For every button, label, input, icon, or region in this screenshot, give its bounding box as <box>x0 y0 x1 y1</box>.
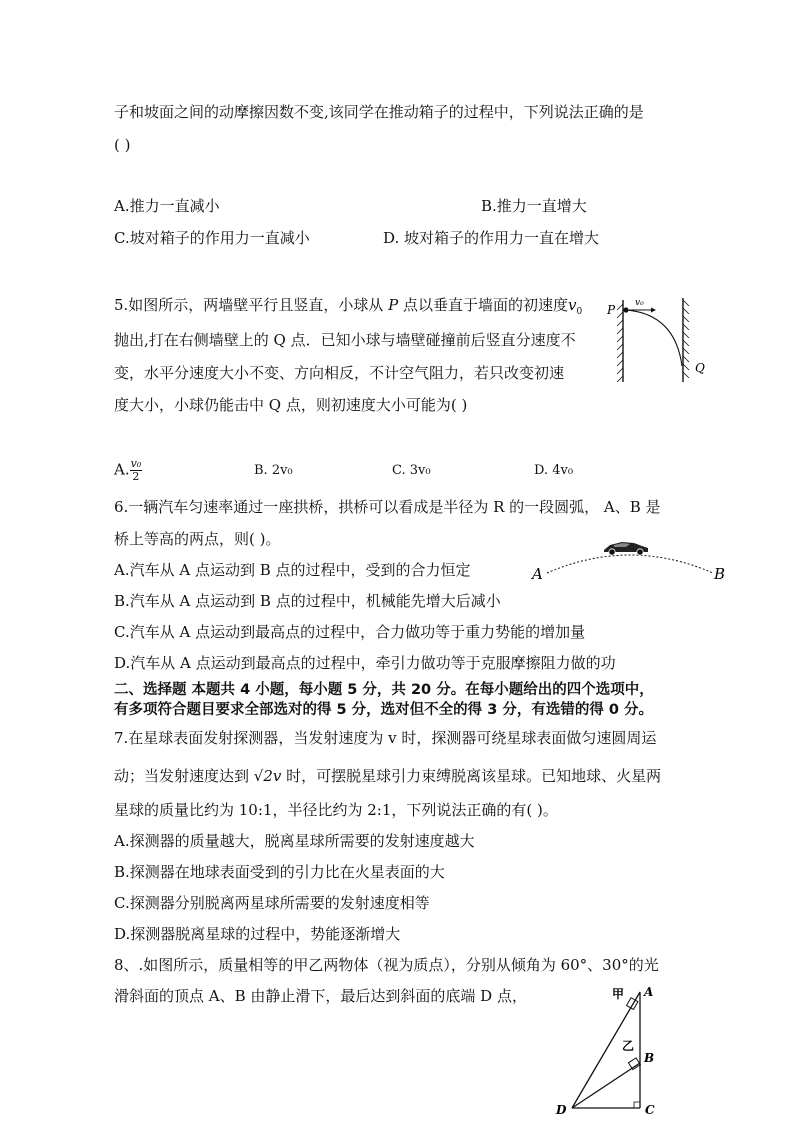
q4-option-d: D. 坡对箱子的作用力一直在增大 <box>383 229 600 247</box>
q5-option-d: D. 4v₀ <box>534 463 574 478</box>
q7-option-b: B.探测器在地球表面受到的引力比在火星表面的大 <box>114 863 445 881</box>
q5-option-c: C. 3v₀ <box>392 463 431 478</box>
q7-sqrt2v: √2v <box>253 767 282 785</box>
label-yi: 乙 <box>622 1039 635 1053</box>
section2-header-line2: 有多项符合题目要求全部选对的得 5 分，选对但不全的得 3 分，有选错的得 0 分。 <box>114 702 654 718</box>
label-jia: 甲 <box>612 987 625 1001</box>
q5-option-a-fraction <box>130 458 143 483</box>
label-q: Q <box>695 361 705 375</box>
car-icon <box>604 542 648 555</box>
q5-v0: v <box>567 296 577 314</box>
q5-option-a-denominator: 2 <box>132 470 140 483</box>
q5-line1-pre: 5.如图所示，两墙壁平行且竖直，小球从 <box>114 296 389 314</box>
q4-option-a: A.推力一直减小 <box>114 197 220 215</box>
q8-incline-figure <box>550 980 670 1120</box>
label-b: B <box>644 1051 655 1065</box>
label-c: C <box>645 1103 655 1117</box>
q6-bridge-figure <box>530 535 730 585</box>
q7-option-c: C.探测器分别脱离两星球所需要的发射速度相等 <box>114 894 430 912</box>
q5-v0-sub: 0 <box>576 307 583 317</box>
q5-point-p: P <box>388 296 399 314</box>
q7-line2-pre: 动；当发射速度达到 <box>114 767 254 785</box>
trajectory-curve <box>626 310 682 366</box>
q4-answer-bracket: ( ) <box>114 136 131 154</box>
q6-option-b: B.汽车从 A 点运动到 B 点的过程中，机械能先增大后减小 <box>114 592 501 610</box>
q6-stem-line1: 6.一辆汽车匀速率通过一座拱桥，拱桥可以看成是半径为 R 的一段圆弧， A、B 是 <box>114 498 661 516</box>
q5-stem-line2: 抛出,打在右侧墙壁上的 Q 点．已知小球与墙壁碰撞前后竖直分速度不 <box>114 331 576 349</box>
incline-db <box>572 1063 640 1108</box>
q4-option-c: C.坡对箱子的作用力一直减小 <box>114 229 310 247</box>
label-b: B <box>714 565 726 583</box>
label-d: D <box>556 1103 567 1117</box>
q6-stem-line2: 桥上等高的两点，则( )。 <box>114 530 281 548</box>
q7-stem-line3: 星球的质量比约为 10:1，半径比约为 2:1，下列说法正确的有( )。 <box>114 801 558 819</box>
q7-stem-line1: 7.在星球表面发射探测器，当发射速度为 v 时，探测器可绕星球表面做匀速圆周运 <box>114 729 657 747</box>
label-a: A <box>644 985 654 999</box>
q5-stem-line4: 度大小，小球仍能击中 Q 点，则初速度大小可能为( ) <box>114 396 468 414</box>
q8-stem-line1: 8、.如图所示，质量相等的甲乙两物体（视为质点），分别从倾角为 60°、30°的光 <box>114 956 659 974</box>
q4-option-b: B.推力一直增大 <box>481 197 587 215</box>
q5-line1-post: 点以垂直于墙面的初速度 <box>398 296 568 314</box>
section2-header-line1: 二、选择题 本题共 4 小题，每小题 5 分，共 20 分。在每小题给出的四个选项中， <box>114 682 654 698</box>
q7-stem-line2 <box>114 766 661 786</box>
q5-option-a-prefix: A. <box>114 460 130 479</box>
label-v0: v₀ <box>635 298 644 308</box>
q4-stem-line1: 子和坡面之间的动摩擦因数不变,该同学在推动箱子的过程中，下列说法正确的是 <box>114 103 644 121</box>
q5-option-a <box>114 458 142 483</box>
q5-option-b: B. 2v₀ <box>254 463 293 478</box>
q7-option-a: A.探测器的质量越大，脱离星球所需要的发射速度越大 <box>114 832 475 850</box>
label-p: P <box>607 303 616 317</box>
arrow-head-icon <box>651 308 656 313</box>
q8-stem-line2: 滑斜面的顶点 A、B 由静止滑下，最后达到斜面的底端 D 点， <box>114 987 527 1005</box>
right-wall-hatching <box>683 300 689 378</box>
q7-line2-post: 时，可摆脱星球引力束缚脱离该星球。已知地球、火星两 <box>281 767 662 785</box>
q6-option-a: A.汽车从 A 点运动到 B 点的过程中，受到的合力恒定 <box>114 561 471 579</box>
q5-option-a-numerator: v₀ <box>130 457 142 470</box>
q7-option-d: D.探测器脱离星球的过程中，势能逐渐增大 <box>114 925 401 943</box>
q6-option-c: C.汽车从 A 点运动到最高点的过程中，合力做功等于重力势能的增加量 <box>114 623 586 641</box>
q5-stem-line3: 变，水平分速度大小不变、方向相反，不计空气阻力，若只改变初速 <box>114 364 565 382</box>
bridge-arc <box>547 555 713 573</box>
q6-option-d: D.汽车从 A 点运动到最高点的过程中，牵引力做功等于克服摩擦阻力做的功 <box>114 654 616 672</box>
left-wall-hatching <box>617 304 623 382</box>
right-angle-marker <box>634 1102 640 1108</box>
q5-stem-line1 <box>114 295 582 322</box>
q5-walls-figure <box>605 290 715 390</box>
label-a: A <box>532 565 543 583</box>
